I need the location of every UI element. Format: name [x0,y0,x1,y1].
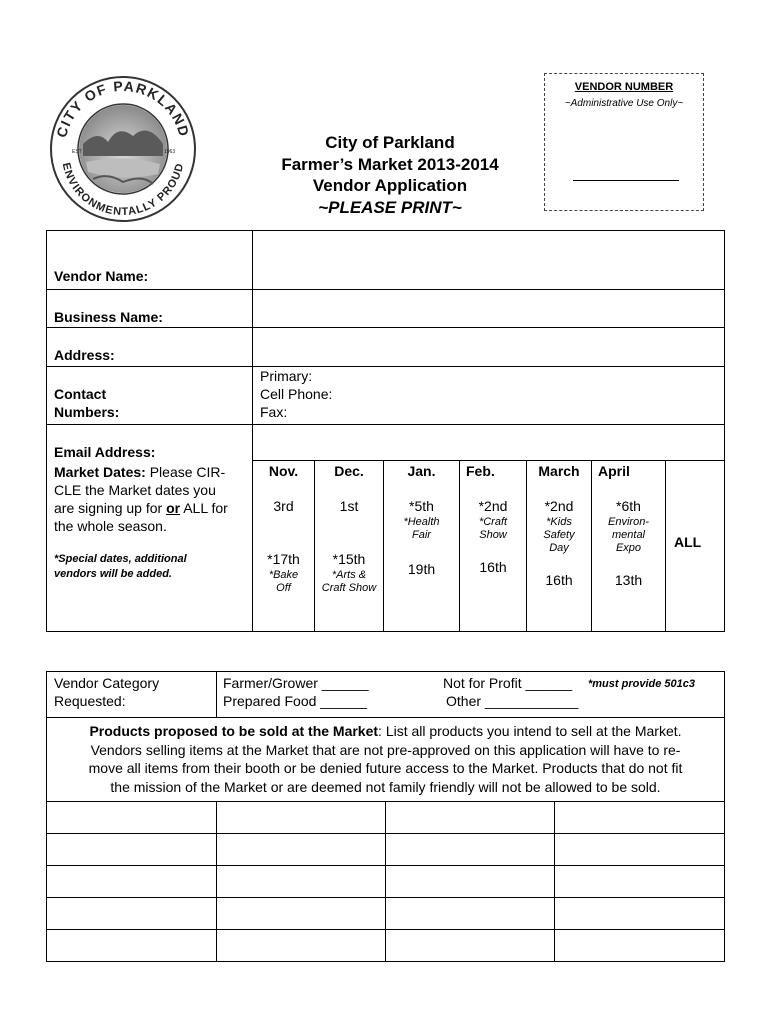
product-cell[interactable] [47,802,216,833]
contact-numbers-field[interactable] [330,367,723,423]
market-dates-label: Market Dates: [54,464,146,480]
product-cell[interactable] [47,898,216,929]
products-instructions: Products proposed to be sold at the Market: List all products you intend to sell at the Market. Vendors selling items at the Market that are not pre-approved on this application will have to re- move all items from their booth or be denied future access to the Market. Products that do not fit the mission of the Market or are deemed not family friendly will not be allowed to be sold. [88,723,683,795]
special-dates-note: *Special dates, additional vendors will be added. [54,553,187,580]
vendor-number-heading: VENDOR NUMBER [574,81,674,93]
title-line-1: City of Parkland [325,133,455,152]
product-cell[interactable] [47,930,216,961]
product-cell[interactable] [555,866,724,897]
product-cell[interactable] [555,898,724,929]
not-for-profit-note: *must provide 501c3 [588,678,695,690]
market-date-3-first[interactable]: *2nd [478,498,508,514]
market-date-1-second[interactable]: *15th [332,551,366,567]
month-header-5: April [598,463,630,479]
product-cell[interactable] [386,866,554,897]
contact-numbers-label-1: Contact [54,386,107,402]
market-date-2-first-note: *Health Fair [403,516,440,541]
product-cell[interactable] [386,898,554,929]
title-line-3: Vendor Application [312,176,468,195]
market-date-0-first[interactable]: 3rd [273,498,294,514]
product-cell[interactable] [386,802,554,833]
form-title [255,132,525,218]
primary-phone-label: Primary: [260,368,313,384]
vendor-number-note: ~Administrative Use Only~ [564,98,684,109]
email-address-label: Email Address: [54,444,156,460]
seal-bottom-text: ENVIRONMENTALLY PROUD [59,161,187,219]
address-field[interactable] [254,329,723,365]
seal-top-text: CITY OF PARKLAND [53,77,193,140]
business-name-field[interactable] [254,291,723,326]
month-header-2: Jan. [407,463,436,479]
vendor-name-field[interactable] [254,232,723,288]
title-line-4: ~PLEASE PRINT~ [318,197,462,217]
market-date-3-second[interactable]: 16th [479,559,507,575]
month-header-4: March [538,463,580,479]
vendor-number-box [544,73,704,211]
market-date-4-first[interactable]: *2nd [544,498,574,514]
category-prepared-food[interactable]: Prepared Food ______ [223,693,367,709]
vendor-category-label-1: Vendor Category [54,675,160,691]
market-date-1-second-note: *Arts & Craft Show [321,569,377,594]
product-cell[interactable] [386,834,554,865]
market-date-4-second[interactable]: 16th [545,572,573,588]
market-date-5-second[interactable]: 13th [614,572,643,588]
market-date-0-second[interactable]: *17th [267,551,300,567]
market-date-0-second-note: *Bake Off [268,569,299,594]
products-heading: Products proposed to be sold at the Market [89,723,379,739]
seal-year: 1963 [164,149,176,155]
product-cell[interactable] [555,802,724,833]
category-other[interactable]: Other ____________ [446,693,579,709]
seal-est: EST [72,149,82,155]
category-farmer-grower[interactable]: Farmer/Grower ______ [223,675,369,691]
vendor-number-line[interactable] [573,180,679,181]
contact-numbers-label-2: Numbers: [54,404,120,420]
market-date-1-first[interactable]: 1st [339,498,359,514]
market-dates-description: Market Dates: Please CIR- CLE the Market dates you are signing up for or ALL for the whole season. [54,464,228,534]
product-cell[interactable] [217,898,385,929]
title-line-2: Farmer’s Market 2013-2014 [281,154,499,174]
product-cell[interactable] [47,834,216,865]
cell-phone-label: Cell Phone: [260,386,333,402]
market-date-5-first-note: Environ- mental Expo [608,516,649,554]
product-cell[interactable] [47,866,216,897]
all-season-option[interactable]: ALL [674,534,702,550]
product-cell[interactable] [217,834,385,865]
email-address-field[interactable] [254,426,723,459]
product-cell[interactable] [217,802,385,833]
address-label: Address: [54,347,115,363]
vendor-category-label-2: Requested: [54,693,126,709]
vendor-name-label: Vendor Name: [54,268,149,284]
market-date-2-second[interactable]: 19th [407,561,436,577]
market-date-5-first[interactable]: *6th [616,498,641,514]
month-header-0: Nov. [268,463,299,479]
month-header-1: Dec. [334,463,364,479]
market-date-4-first-note: *Kids Safety Day [543,516,575,554]
product-cell[interactable] [217,930,385,961]
business-name-label: Business Name: [54,309,163,325]
market-date-3-first-note: *Craft Show [478,516,508,541]
product-cell[interactable] [217,866,385,897]
category-not-for-profit[interactable]: Not for Profit ______ [443,675,573,691]
product-cell[interactable] [555,834,724,865]
product-cell[interactable] [555,930,724,961]
market-date-2-first[interactable]: *5th [409,498,434,514]
product-cell[interactable] [386,930,554,961]
fax-label: Fax: [260,404,288,420]
city-seal-logo [48,74,198,224]
month-header-3: Feb. [466,463,495,479]
